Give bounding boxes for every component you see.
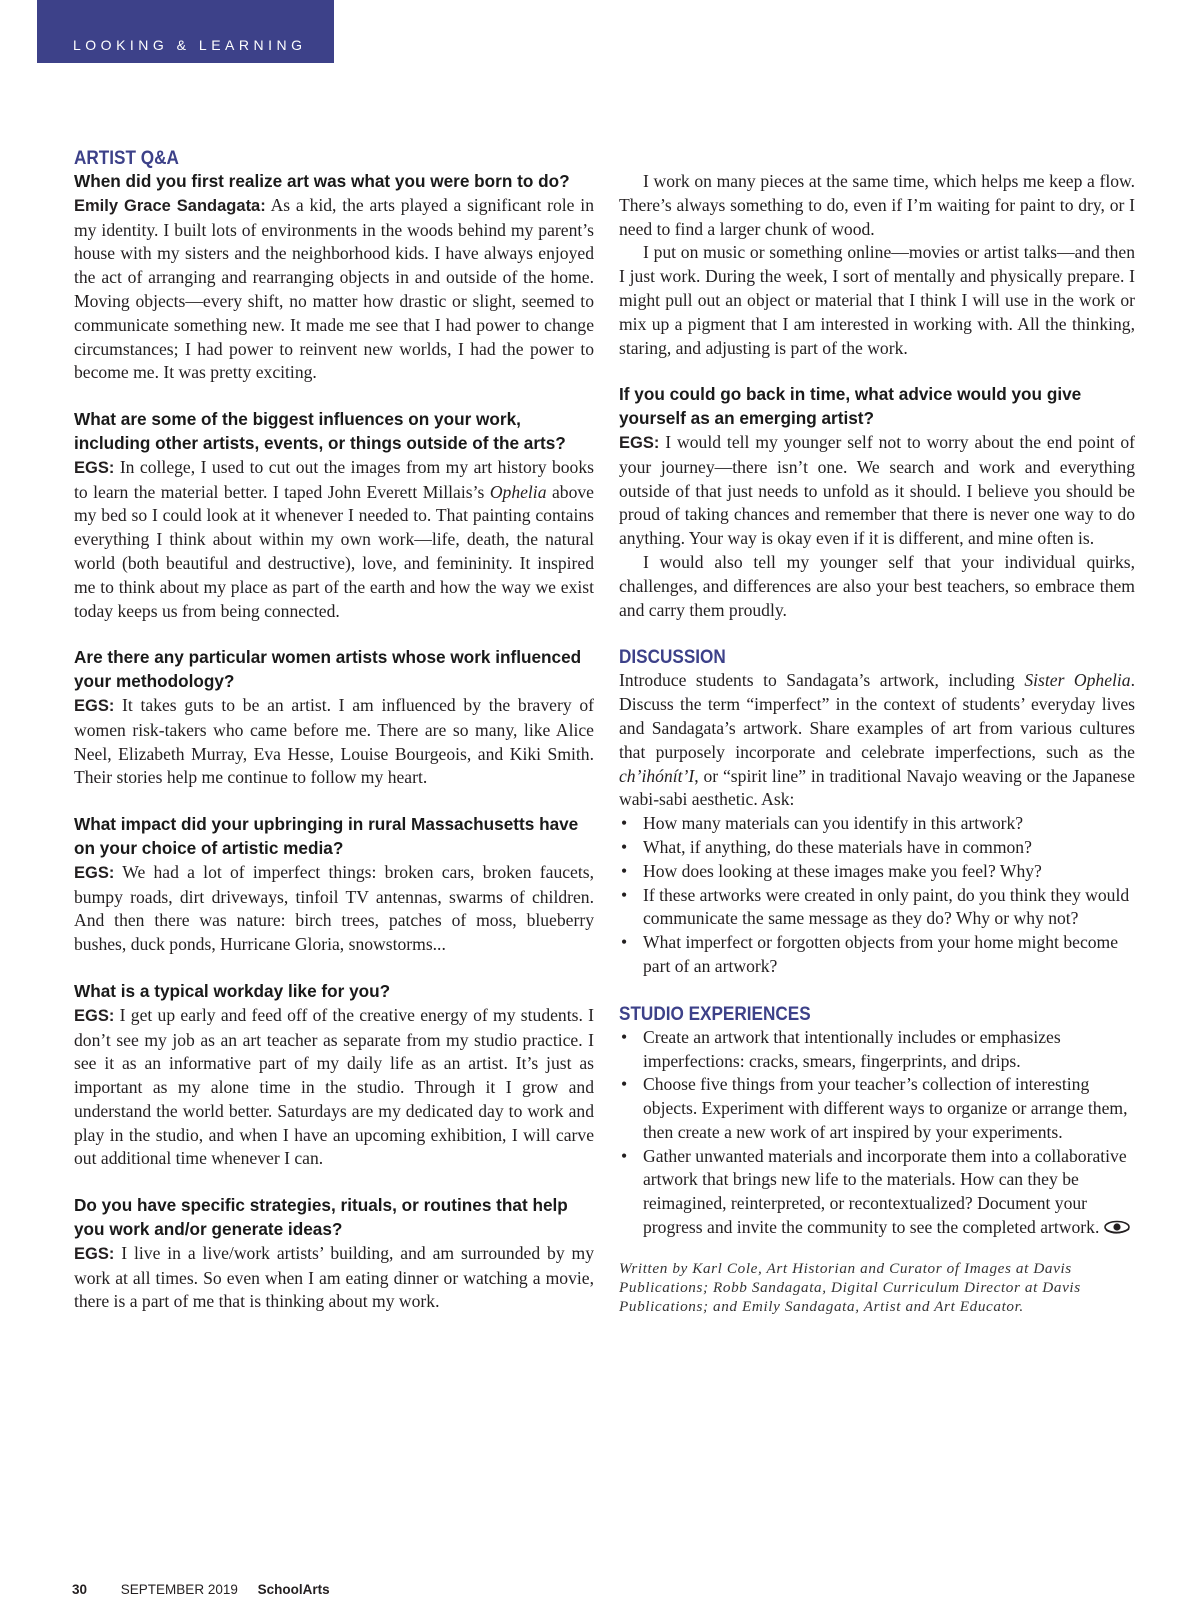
speaker-label: EGS: bbox=[74, 696, 115, 715]
answer-5 bbox=[74, 1004, 594, 1172]
answer-7-continued: I would also tell my younger self that your individual quirks, challenges, and differences are also your best teachers, so embrace them and carry them proudly. bbox=[619, 551, 1135, 620]
answer-6 bbox=[74, 1242, 594, 1314]
author-credit: Written by Karl Cole, Art Historian and Curator of Images at Davis Publications; Robb Sandagata, Digital Curriculum Director at Davis Publications; and Emily Sandagata, Artist and Art Educator. bbox=[619, 1259, 1081, 1315]
left-column bbox=[74, 146, 594, 1314]
artwork-title: Ophelia bbox=[489, 481, 547, 502]
list-item bbox=[619, 1145, 1135, 1241]
list-item-text: Gather unwanted materials and incorporate them into a collaborative artwork that brings new life to the materials. How can they be reimagined, reinterpreted, or recontextualized? Document your progress and invite the community to see the completed artwork. bbox=[643, 1145, 1127, 1238]
question-6: Do you have specific strategies, rituals, or routines that help you work and/or generate ideas? bbox=[74, 1195, 568, 1240]
question-2: What are some of the biggest influences on your work, including other artists, events, or things outside of the arts? bbox=[74, 409, 566, 453]
question-5: What is a typical workday like for you? bbox=[74, 980, 391, 1001]
navajo-term: ch’ihónít’I bbox=[619, 765, 695, 786]
discussion-questions-list bbox=[619, 812, 1135, 979]
list-item: • If these artworks were created in only paint, do you think they would communicate the same message as they do? Why or why not? bbox=[619, 884, 1135, 932]
artwork-title: Sister Ophelia bbox=[1024, 670, 1131, 691]
discussion-text bbox=[619, 669, 1135, 812]
answer-1 bbox=[74, 194, 594, 385]
eye-endmark-icon bbox=[1103, 1217, 1131, 1241]
answer-text: It takes guts to be an artist. I am influenced by the bravery of women risk-takers who came before me. There are so many, like Alice Neel, Elizabeth Murray, Eva Hesse, Louise Bourgeois, and Kiki Smith. Their stories help me continue to follow my heart. bbox=[74, 694, 594, 788]
question-1: When did you first realize art was what you were born to do? bbox=[74, 171, 570, 191]
answer-3 bbox=[74, 694, 594, 790]
list-item: • What imperfect or forgotten objects from your home might become part of an artwork? bbox=[619, 931, 1135, 979]
discussion-text-part: , or “spirit line” in traditional Navajo weaving or the Japanese wabi-sabi aesthetic. Ask: bbox=[619, 765, 1135, 810]
studio-experiences-heading: STUDIO EXPERIENCES bbox=[619, 1002, 811, 1025]
answer-text: I live in a live/work artists’ building, and am surrounded by my work at all times. So even when I am eating dinner or watching a movie, there is a part of me that is thinking about my work. bbox=[74, 1242, 594, 1312]
discussion-heading: DISCUSSION bbox=[619, 646, 726, 669]
list-item: • How many materials can you identify in this artwork? bbox=[619, 812, 1135, 836]
answer-text: As a kid, the arts played a significant role in my identity. I built lots of environments in the woods behind my parent’s house with my sisters and the neighborhood kids. I have always enjoyed the act of arranging and rearranging objects in and outside of the home. Moving objects—every shift, no matter how drastic or slight, seemed to communicate something new. It made me see that I had power to change circumstances; I had power to reinvent new worlds, I had the power to become me. It was pretty exciting. bbox=[74, 194, 594, 383]
speaker-label: EGS: bbox=[74, 458, 115, 477]
answer-6-continued-1: I work on many pieces at the same time, which helps me keep a flow. There’s always something to do, even if I’m waiting for paint to dry, or I need to find a larger chunk of wood. bbox=[619, 171, 1135, 239]
list-item: • Create an artwork that intentionally includes or emphasizes imperfections: cracks, smears, fingerprints, and drips. bbox=[619, 1026, 1135, 1074]
speaker-label: EGS: bbox=[74, 1006, 115, 1025]
list-item: • Choose five things from your teacher’s collection of interesting objects. Experiment with different ways to organize or arrange them, then create a new work of art inspired by your experiments. bbox=[619, 1073, 1135, 1144]
page-number: 30 bbox=[72, 1582, 88, 1597]
answer-7 bbox=[619, 431, 1135, 551]
answer-text: I would tell my younger self not to worry about the end point of your journey—there isn’t one. We search and work and everything outside of that just needs to unfold as it should. I believe you should be proud of taking chances and remember that there is never one way to do anything. Your way is okay even if it is different, and mine often is. bbox=[619, 431, 1135, 549]
answer-4 bbox=[74, 861, 594, 957]
list-item: • What, if anything, do these materials have in common? bbox=[619, 836, 1135, 860]
right-column bbox=[619, 170, 1135, 1316]
answer-text: In college, I used to cut out the images from my art history books to learn the material better. I taped John Everett Millais’s bbox=[74, 456, 594, 502]
question-4: What impact did your upbringing in rural Massachusetts have on your choice of artistic media? bbox=[74, 814, 579, 858]
answer-text: I get up early and feed off of the creative energy of my students. I don’t see my job as an art teacher as separate from my studio practice. I see it as an informative part of my daily life as an artist. It’s just as important as my alone time in the studio. Through it I grow and understand the world better. Saturdays are my dedicated day to work and play in the studio, and when I have an upcoming exhibition, I will carve out additional time whenever I can. bbox=[74, 1004, 594, 1169]
issue-date: SEPTEMBER 2019 bbox=[120, 1582, 238, 1597]
section-banner bbox=[37, 0, 334, 63]
discussion-text-part: Introduce students to Sandagata’s artwork, including bbox=[619, 670, 1025, 691]
speaker-label: EGS: bbox=[74, 863, 115, 882]
speaker-label: Emily Grace Sandagata: bbox=[74, 196, 266, 215]
magazine-name: SchoolArts bbox=[257, 1582, 330, 1597]
page-footer bbox=[72, 1582, 330, 1597]
answer-text: We had a lot of imperfect things: broken cars, broken faucets, bumpy roads, dirt driveways, tinfoil TV antennas, swarms of children. And then there was nature: birch trees, patches of moss, blueberry bushes, duck ponds, Hurricane Gloria, snowstorms... bbox=[74, 861, 594, 955]
answer-2 bbox=[74, 456, 594, 624]
answer-text: above my bed so I could look at it whenever I needed to. That painting contains everything I think about within my own work—life, death, the natural world (both beautiful and destructive), love, and femininity. It inspired me to think about my place as part of the earth and how the way we exist today keeps us from being connected. bbox=[74, 481, 594, 621]
answer-6-continued-2: I put on music or something online—movies or artist talks—and then I just work. During the week, I sort of mentally and physically prepare. I might pull out an object or material that I think I will use in the work or mix up a pigment that I am interested in working with. All the thinking, staring, and adjusting is part of the work. bbox=[619, 242, 1135, 358]
list-item: • How does looking at these images make you feel? Why? bbox=[619, 860, 1135, 884]
discussion-text-part: . Discuss the term “imperfect” in the context of students’ everyday lives and Sandagata’s artwork. Share examples of art from various cultures that purposely incorporate and celebrate imperfections, such as the bbox=[619, 670, 1136, 762]
question-7: If you could go back in time, what advice would you give yourself as an emerging artist? bbox=[619, 384, 1082, 429]
artist-qa-heading: ARTIST Q&A bbox=[74, 147, 179, 169]
question-3: Are there any particular women artists whose work influenced your methodology? bbox=[74, 647, 582, 692]
speaker-label: EGS: bbox=[74, 1244, 115, 1263]
section-banner-label: LOOKING & LEARNING bbox=[73, 37, 307, 53]
speaker-label: EGS: bbox=[619, 433, 660, 452]
studio-experiences-list bbox=[619, 1026, 1135, 1241]
